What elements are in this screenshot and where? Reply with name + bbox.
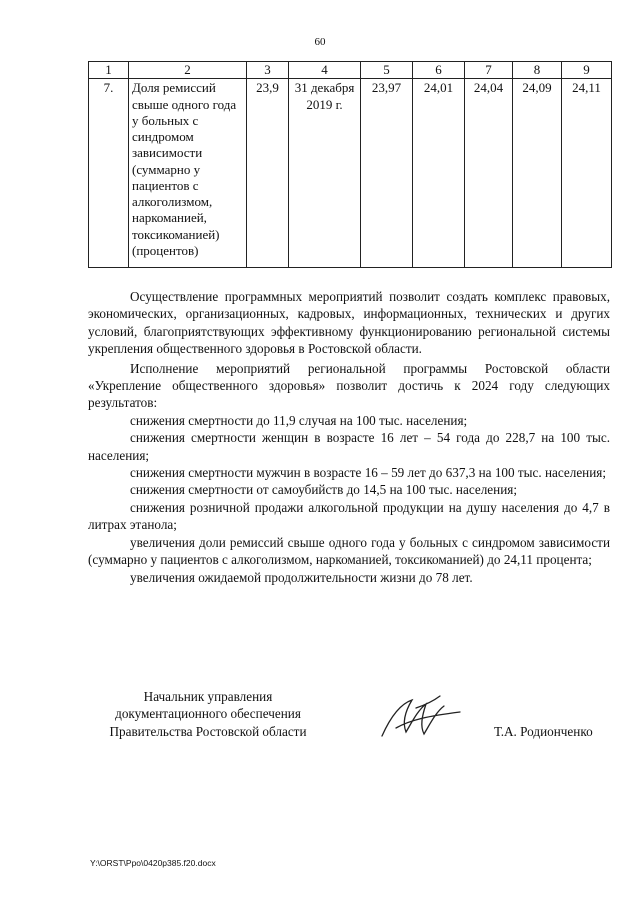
result-item: снижения смертности от самоубийств до 14,5 на 100 тыс. населения; xyxy=(130,482,517,498)
header-cell: 3 xyxy=(247,62,289,79)
header-cell: 4 xyxy=(289,62,361,79)
indicator-name: Доля ремиссий свыше одного года у больных с синдромом зависимости (суммарно у пациентов с алкоголизмом, наркоманией, токсикоманией) (процентов) xyxy=(129,79,247,268)
header-cell: 6 xyxy=(413,62,465,79)
signatory-name: Т.А. Родионченко xyxy=(494,724,593,739)
result-item: увеличения ожидаемой продолжительности жизни до 78 лет. xyxy=(130,569,473,585)
page-number: 60 xyxy=(314,36,326,48)
header-cell: 5 xyxy=(361,62,413,79)
header-cell: 8 xyxy=(513,62,562,79)
file-path: Y:\ORST\Ppo\0420p385.f20.docx xyxy=(90,858,216,868)
value-2021: 24,01 xyxy=(413,79,465,268)
paragraph: Осуществление программных мероприятий позволит создать комплекс правовых, экономических, организационных, кадровых, информационных, технических и других условий, благоприятствующих эффективному функционированию региональной системы укрепления общественного здоровья в Ростовской области. xyxy=(88,289,610,357)
header-cell: 2 xyxy=(129,62,247,79)
paragraph: Исполнение мероприятий региональной программы Ростовской области «Укрепление общественного здоровья» позволит достичь к 2024 году следующих результатов: xyxy=(88,360,610,411)
table-header-row xyxy=(89,62,612,79)
result-item: увеличения доли ремиссий свыше одного года у больных с синдромом зависимости (суммарно у пациентов с алкоголизмом, наркоманией, токсикоманией) до 24,11 процента; xyxy=(88,534,610,568)
handwritten-signature xyxy=(376,688,466,748)
value-2020: 23,97 xyxy=(361,79,413,268)
row-number: 7. xyxy=(89,79,129,268)
signatory-title xyxy=(88,688,328,740)
result-item: снижения смертности женщин в возрасте 16 лет – 54 года до 228,7 на 100 тыс. населения; xyxy=(88,430,610,463)
value-2024: 24,11 xyxy=(562,79,612,268)
header-cell: 1 xyxy=(89,62,129,79)
result-item: снижения розничной продажи алкогольной продукции на душу населения до 4,7 в литрах этанола; xyxy=(88,499,610,533)
signatory-title-line: документационного обеспечения xyxy=(115,706,301,722)
result-item: снижения смертности до 11,9 случая на 100 тыс. населения; xyxy=(130,412,468,428)
base-date: 31 декабря 2019 г. xyxy=(289,79,361,268)
signatory-title-line: Начальник управления xyxy=(143,689,273,704)
result-item: снижения смертности мужчин в возрасте 16 – 59 лет до 637,3 на 100 тыс. населения; xyxy=(130,465,607,481)
value-2023: 24,09 xyxy=(513,79,562,268)
header-cell: 7 xyxy=(465,62,513,79)
base-value: 23,9 xyxy=(247,79,289,268)
table-row xyxy=(89,79,612,268)
value-2022: 24,04 xyxy=(465,79,513,268)
indicators-table xyxy=(88,61,612,268)
body-text xyxy=(88,288,610,586)
signatory-title-line: Правительства Ростовской области xyxy=(109,723,307,739)
header-cell: 9 xyxy=(562,62,612,79)
